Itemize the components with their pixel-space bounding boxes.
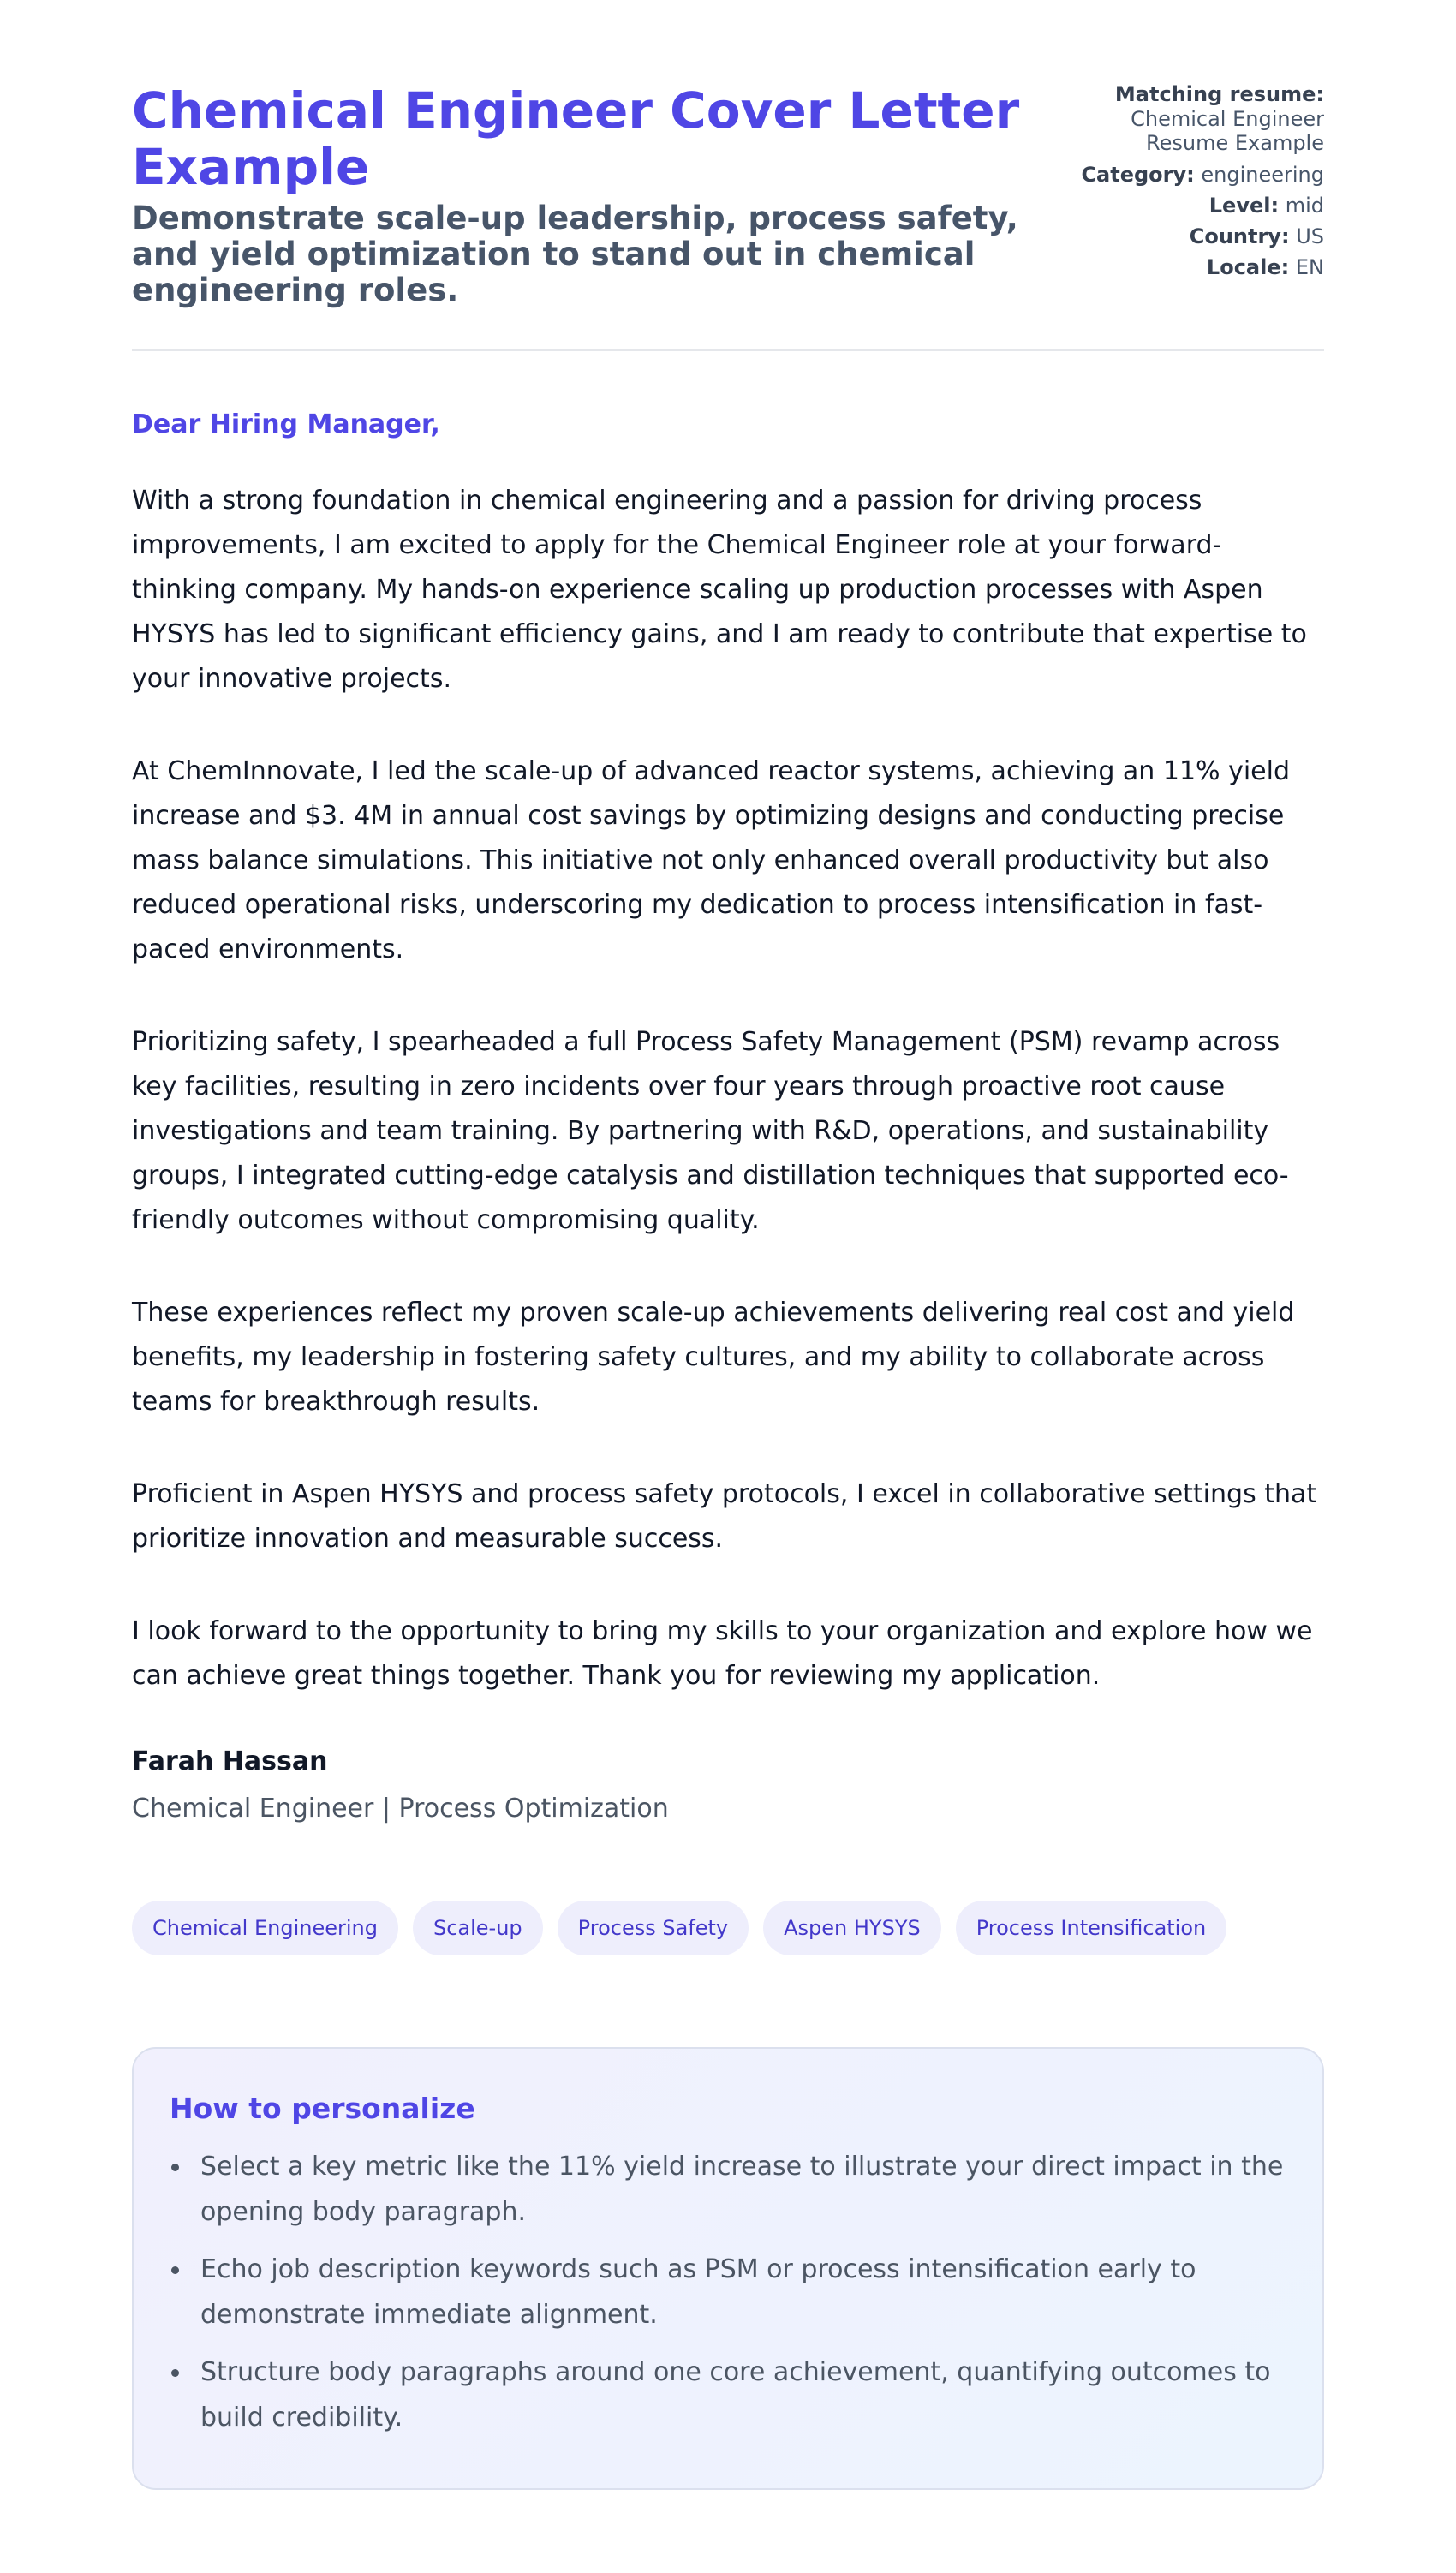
meta-level-value: mid [1285,194,1324,218]
header-divider [132,349,1324,351]
tag-aspen-hysys[interactable]: Aspen HYSYS [763,1901,941,1955]
header [132,82,1324,308]
tag-list [132,1901,1324,1955]
meta-locale [1067,255,1324,280]
letter-paragraph: Proficient in Aspen HYSYS and process safety protocols, I excel in collaborative settings that prioritize innovation and measurable success. [132,1479,1317,1554]
letter-paragraph: Prioritizing safety, I spearheaded a full Process Safety Management (PSM) revamp across key facilities, resulting in zero incidents over four years through proactive root cause investigations and team training. By partnering with R&D, operations, and sustainability groups, I integrated cutting-edge catalysis and distillation techniques that supported eco-friendly outcomes without compromising quality. [132,1027,1289,1235]
personalize-box [132,2047,1324,2490]
signature [132,1746,1324,1824]
meta-country-label: Country: [1189,224,1290,248]
letter-paragraph: With a strong foundation in chemical engineering and a passion for driving process improvements, I am excited to apply for the Chemical Engineer role at your forward-thinking company. My hands-on experience scaling up production processes with Aspen HYSYS has led to significant efficiency gains, and I am ready to contribute that expertise to your innovative projects. [132,486,1307,694]
meta-panel [1067,82,1324,286]
meta-country [1067,224,1324,249]
tag-scale-up[interactable]: Scale-up [413,1901,543,1955]
meta-category-label: Category: [1081,163,1195,187]
personalize-title: How to personalize [170,2092,475,2125]
meta-locale-label: Locale: [1206,255,1290,279]
personalize-list [170,2144,1286,2440]
meta-level [1067,194,1324,218]
meta-category [1067,163,1324,188]
meta-country-value: US [1296,224,1324,248]
meta-matching-resume [1067,82,1324,155]
letter-body [132,479,1324,1698]
meta-matching-resume-label: Matching resume: [1114,82,1324,106]
personalize-tip: Select a key metric like the 11% yield increase to illustrate your direct impact in the opening body paragraph. [170,2144,1286,2235]
signature-title: Chemical Engineer | Process Optimization [132,1794,669,1824]
letter-paragraph: These experiences reflect my proven scale-up achievements delivering real cost and yield benefits, my leadership in fostering safety cultures, and my ability to collaborate across teams for breakthrough results. [132,1298,1295,1417]
page-subtitle: Demonstrate scale-up leadership, process safety, and yield optimization to stand out in chemical engineering roles. [132,200,1018,308]
header-left [132,82,1040,308]
tag-chemical-engineering[interactable]: Chemical Engineering [132,1901,398,1955]
meta-locale-value: EN [1295,255,1324,279]
personalize-tip: Structure body paragraphs around one core achievement, quantifying outcomes to build credibility. [170,2349,1286,2440]
meta-level-label: Level: [1208,194,1280,218]
tag-process-safety[interactable]: Process Safety [558,1901,749,1955]
tag-process-intensification[interactable]: Process Intensification [956,1901,1227,1955]
meta-matching-resume-value: Chemical Engineer Resume Example [1131,107,1324,155]
meta-category-value: engineering [1201,163,1324,187]
page-title: Chemical Engineer Cover Letter Example [132,81,1020,196]
personalize-tip: Echo job description keywords such as PSM or process intensification early to demonstrate immediate alignment. [170,2247,1286,2337]
letter-paragraph: I look forward to the opportunity to bring my skills to your organization and explore how we can achieve great things together. Thank you for reviewing my application. [132,1616,1313,1691]
letter-greeting: Dear Hiring Manager, [132,409,440,439]
signature-name: Farah Hassan [132,1746,328,1776]
letter-paragraph: At ChemInnovate, I led the scale-up of advanced reactor systems, achieving an 11% yield increase and $3. 4M in annual cost savings by optimizing designs and conducting precise mass balance simulations. This initiative not only enhanced overall productivity but also reduced operational risks, underscoring my dedication to process intensification in fast-paced environments. [132,756,1290,964]
